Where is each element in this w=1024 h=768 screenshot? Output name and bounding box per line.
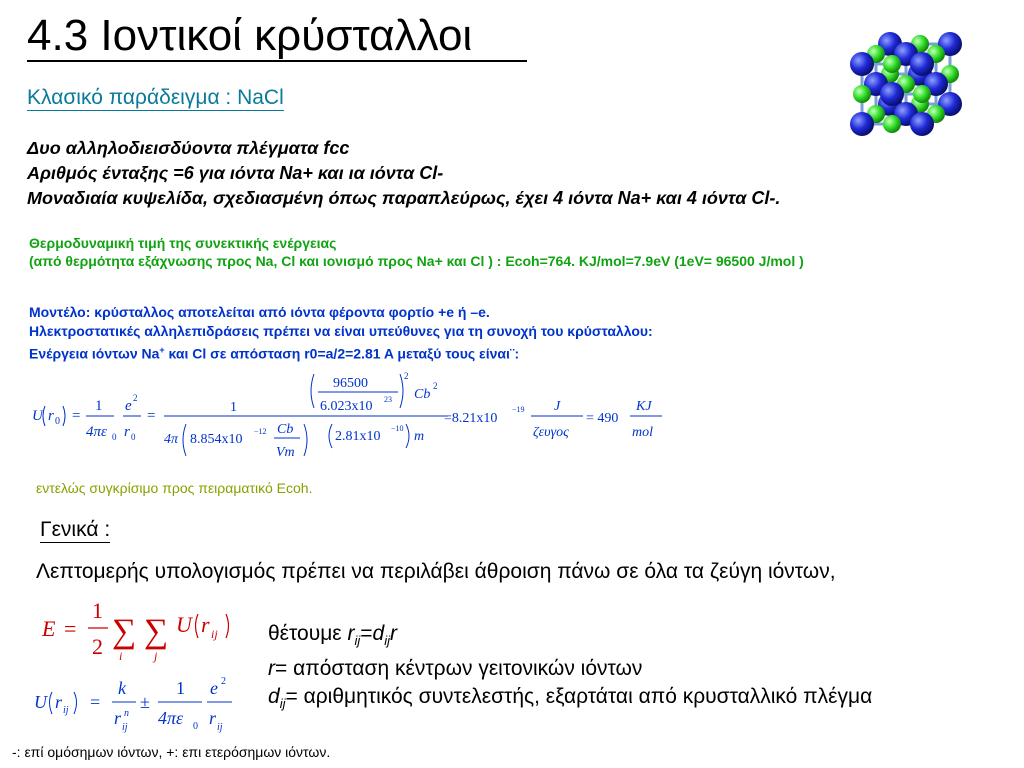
ef-4pieps: 4πε xyxy=(86,424,107,440)
ef-exp-m19: −19 xyxy=(512,405,525,414)
fact-coordination: Αριθμός ένταξης =6 για ιόντα Na+ και ια ιόντα Cl- xyxy=(27,163,444,183)
ef-mol: mol xyxy=(632,425,653,440)
ef-den-4pi: 4π xyxy=(164,432,179,447)
pf-ij: ij xyxy=(63,705,69,716)
ef-r-sub: 0 xyxy=(55,416,60,427)
title-underline xyxy=(27,60,527,62)
def-line-3-d: d xyxy=(268,685,280,709)
thermo-block xyxy=(29,234,804,270)
ef-r0-sub: 0 xyxy=(131,432,136,442)
def-line-2-r: r xyxy=(268,657,275,681)
pf-U: U xyxy=(34,692,47,712)
model-line-3-pre: Ενέργεια ιόντων Na xyxy=(29,345,160,362)
def-line-1-r: r xyxy=(347,622,355,645)
sf-r: r xyxy=(201,612,210,637)
svg-text:=: = xyxy=(147,408,156,424)
sf-j: j xyxy=(154,649,158,663)
ef-6023: 6.023x10 xyxy=(320,399,373,414)
pf-one: 1 xyxy=(176,678,185,698)
ef-U: U xyxy=(32,408,43,424)
na-ion xyxy=(910,52,934,76)
sf-sigma-2: ∑ xyxy=(144,613,169,650)
pf-ij-3: ij xyxy=(217,722,223,733)
def-line-3-rest: = αριθμητικός συντελεστής, εξαρτάται από κρυσταλλικό πλέγμα xyxy=(285,685,873,709)
pf-4pieps: 4πε xyxy=(158,708,184,728)
slide-title: 4.3 Ιοντικοί κρύσταλλοι xyxy=(27,11,473,60)
ef-Cb2: Cb xyxy=(414,387,431,402)
ef-Cb2-exp: 2 xyxy=(433,381,438,391)
svg-text:=: = xyxy=(72,408,81,424)
sf-i: i xyxy=(119,649,123,663)
pf-rn: r xyxy=(114,708,122,728)
ef-den-m: m xyxy=(414,429,425,444)
ef-den-Vm: Vm xyxy=(276,445,295,460)
energy-formula xyxy=(28,370,668,470)
def-line-1 xyxy=(268,620,872,655)
sf-ij: ij xyxy=(211,627,218,641)
comparison-note: εντελώς συγκρίσιμο προς πειραματικό Ecoh. xyxy=(36,480,313,496)
ef-one-b: 1 xyxy=(230,400,237,415)
def-line-3 xyxy=(268,683,872,718)
sum-formula xyxy=(40,594,250,670)
pf-pm: ± xyxy=(140,692,150,712)
def-line-1-r2: r xyxy=(390,622,398,645)
sf-two: 2 xyxy=(92,634,103,659)
ef-e-exp: 2 xyxy=(133,393,138,403)
model-line-2: Ηλεκτροστατικές αλληλεπιδράσεις πρέπει να είναι υπεύθυνες για τη συνοχή του κρύσταλλου: xyxy=(29,323,653,339)
ef-96500: 96500 xyxy=(333,376,368,391)
sf-E: E xyxy=(42,616,56,641)
na-ion xyxy=(850,112,874,136)
sf-U: U xyxy=(176,612,192,637)
svg-text:=: = xyxy=(90,692,101,712)
def-line-2-rest: = απόσταση κέντρων γειτονικών ιόντων xyxy=(275,657,643,681)
fact-fcc: Δυο αλληλοδιεισδύοντα πλέγματα fcc xyxy=(27,138,350,158)
na-ion xyxy=(910,112,934,136)
pf-e: e xyxy=(210,678,218,698)
model-line-1: Μοντέλο: κρύσταλλος αποτελείται από ιόντα φέροντα φορτίο +e ή –e. xyxy=(29,304,490,320)
ef-J: J xyxy=(554,399,561,414)
ef-KJ: KJ xyxy=(636,399,652,414)
sf-sigma-1: ∑ xyxy=(112,613,137,650)
ef-den-Cb: Cb xyxy=(277,422,294,437)
ef-result1: =8.21x10 xyxy=(444,411,498,426)
subtitle: Κλασικό παράδειγμα : NaCl xyxy=(27,86,284,109)
ef-eps-sub: 0 xyxy=(112,432,117,442)
cl-ion xyxy=(883,55,901,73)
ef-8854: 8.854x10 xyxy=(190,432,243,447)
ef-exp-23: 23 xyxy=(384,395,392,404)
cl-ion xyxy=(913,85,931,103)
pf-n: n xyxy=(124,708,129,719)
ef-zeugos: ζευγος xyxy=(533,425,569,440)
pair-formula xyxy=(32,672,242,742)
pf-r: r xyxy=(55,692,63,712)
ef-281: 2.81x10 xyxy=(335,429,381,444)
cl-ion xyxy=(883,115,901,133)
svg-text:=: = xyxy=(64,616,77,641)
model-line-3-post: και Cl σε απόσταση r0=a/2=2.81 A μεταξύ τους είναι¨: xyxy=(164,345,520,362)
def-line-2 xyxy=(268,655,872,683)
sf-one: 1 xyxy=(92,598,103,623)
ef-one: 1 xyxy=(95,398,103,414)
ef-r0: r xyxy=(124,424,130,440)
pf-k: k xyxy=(118,678,126,698)
def-line-3-ij: ij xyxy=(279,696,286,712)
def-line-1-d: d xyxy=(372,622,385,645)
cl-ion xyxy=(853,85,871,103)
model-line-3-sup: + xyxy=(159,345,165,355)
fact-unit-cell: Μοναδιαία κυψελίδα, σχεδιασμένη όπως παραπλεύρως, έχει 4 ιόντα Na+ και 4 ιόντα Cl-. xyxy=(27,188,781,208)
footnote: -: επί ομόσημων ιόντων, +: επι ετερόσημων ιόντων. xyxy=(12,744,331,760)
thermo-line-1: Θερμοδυναμική τιμή της συνεκτικής ενέργειας xyxy=(29,235,337,251)
definitions-block xyxy=(268,620,872,718)
ef-e: e xyxy=(125,398,132,414)
pf-eps-sub: 0 xyxy=(193,721,198,732)
nacl-crystal-illustration xyxy=(848,28,1000,166)
def-line-1-pre: θέτουμε xyxy=(268,622,348,645)
ef-exp-m12: −12 xyxy=(254,427,267,436)
na-ion xyxy=(850,52,874,76)
def-line-1-eq: = xyxy=(360,622,373,645)
def-line-1-ij: ij xyxy=(354,633,361,649)
general-heading: Γενικά : xyxy=(40,518,111,541)
ef-490: = 490 xyxy=(586,411,619,426)
ef-exp-m10: −10 xyxy=(391,424,404,433)
pf-rij: r xyxy=(209,708,217,728)
pf-e-exp: 2 xyxy=(221,676,226,687)
pf-ij-2: ij xyxy=(122,722,128,733)
facts-block xyxy=(27,136,780,211)
ef-outer-sq: 2 xyxy=(404,371,409,381)
def-line-1-ij2: ij xyxy=(384,633,391,649)
thermo-line-2: (από θερμότητα εξάχνωσης προς Na, Cl και ιονισμό προς Na+ και Cl ) : Ecoh=764. KJ/mol=7.9eV (1eV= 96500 J/mol ) xyxy=(29,253,804,269)
model-block xyxy=(29,303,653,364)
na-ion xyxy=(880,82,904,106)
model-line-3 xyxy=(29,341,653,364)
ef-r: r xyxy=(48,408,54,424)
detail-text: Λεπτομερής υπολογισμός πρέπει να περιλάβει άθροιση πάνω σε όλα τα ζεύγη ιόντων, xyxy=(36,560,836,583)
